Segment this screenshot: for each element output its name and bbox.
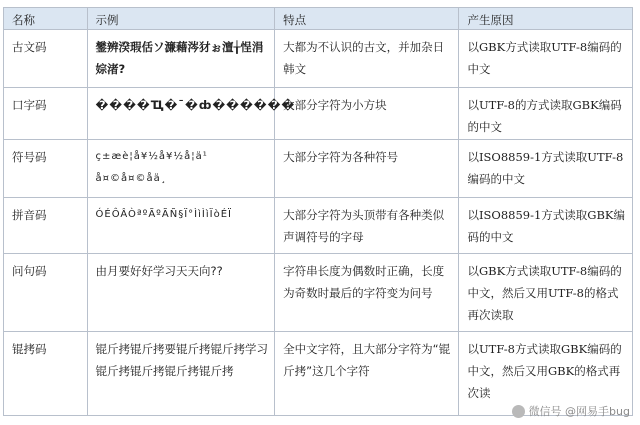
- row-name: 古文码: [4, 30, 88, 88]
- row-example: 鐢辨湀瑕佸ソ濂藉涔犲ぉ澶╁悜涓婃渚?: [87, 30, 275, 88]
- header-example: 示例: [87, 8, 275, 30]
- circle-logo-icon: [512, 405, 525, 418]
- row-cause: 以GBK方式读取UTF-8编码的中文: [459, 30, 633, 88]
- row-feature: 字符串长度为偶数时正确，长度为奇数时最后的字符变为问号: [275, 254, 459, 332]
- row-name: 拼音码: [4, 198, 88, 254]
- row-example: 由月要好好学习天天向??: [87, 254, 275, 332]
- table-row: [4, 140, 633, 198]
- row-example: 锟斤拷锟斤拷要锟斤拷锟斤拷学习锟斤拷锟斤拷锟斤拷锟斤拷: [87, 332, 275, 416]
- row-cause: 以GBK方式读取UTF-8编码的中文，然后又用UTF-8的格式再次读取: [459, 254, 633, 332]
- row-example: ����Ҵ�ˉ�ȸ������: [87, 88, 275, 140]
- header-feature: 特点: [275, 8, 459, 30]
- table-row: [4, 254, 633, 332]
- header-cause: 产生原因: [459, 8, 633, 30]
- row-feature: 大部分字符为各种符号: [275, 140, 459, 198]
- watermark-text: 微信号 @网易手bug: [528, 405, 630, 418]
- row-cause: 以UTF-8方式读取GBK编码的中文，然后又用GBK的格式再次读: [459, 332, 633, 416]
- row-example: ç±æè¦å¥½å¥½å¦ä¹ å¤©å¤©åä¸: [87, 140, 275, 198]
- row-cause: 以ISO8859-1方式读取UTF-8编码的中文: [459, 140, 633, 198]
- table-row: [4, 30, 633, 88]
- row-name: 符号码: [4, 140, 88, 198]
- row-feature: 大部分字符为小方块: [275, 88, 459, 140]
- table-row: [4, 198, 633, 254]
- header-name: 名称: [4, 8, 88, 30]
- row-feature: 全中文字符，且大部分字符为“锟斤拷”这几个字符: [275, 332, 459, 416]
- row-cause: 以UTF-8的方式读取GBK编码的中文: [459, 88, 633, 140]
- table-row: [4, 88, 633, 140]
- row-name: 问句码: [4, 254, 88, 332]
- row-feature: 大部分字符为头顶带有各种类似声调符号的字母: [275, 198, 459, 254]
- table-header-row: [4, 8, 633, 30]
- row-cause: 以ISO8859-1方式读取GBK编码的中文: [459, 198, 633, 254]
- row-feature: 大都为不认识的古文，并加杂日韩文: [275, 30, 459, 88]
- watermark: [512, 403, 630, 419]
- row-example: ÓÉÔÂÒªºÃºÃÑ§Ï°ÌìÌìÏòÉÏ: [87, 198, 275, 254]
- row-name: 锟拷码: [4, 332, 88, 416]
- encoding-table: [3, 7, 633, 416]
- row-name: 口字码: [4, 88, 88, 140]
